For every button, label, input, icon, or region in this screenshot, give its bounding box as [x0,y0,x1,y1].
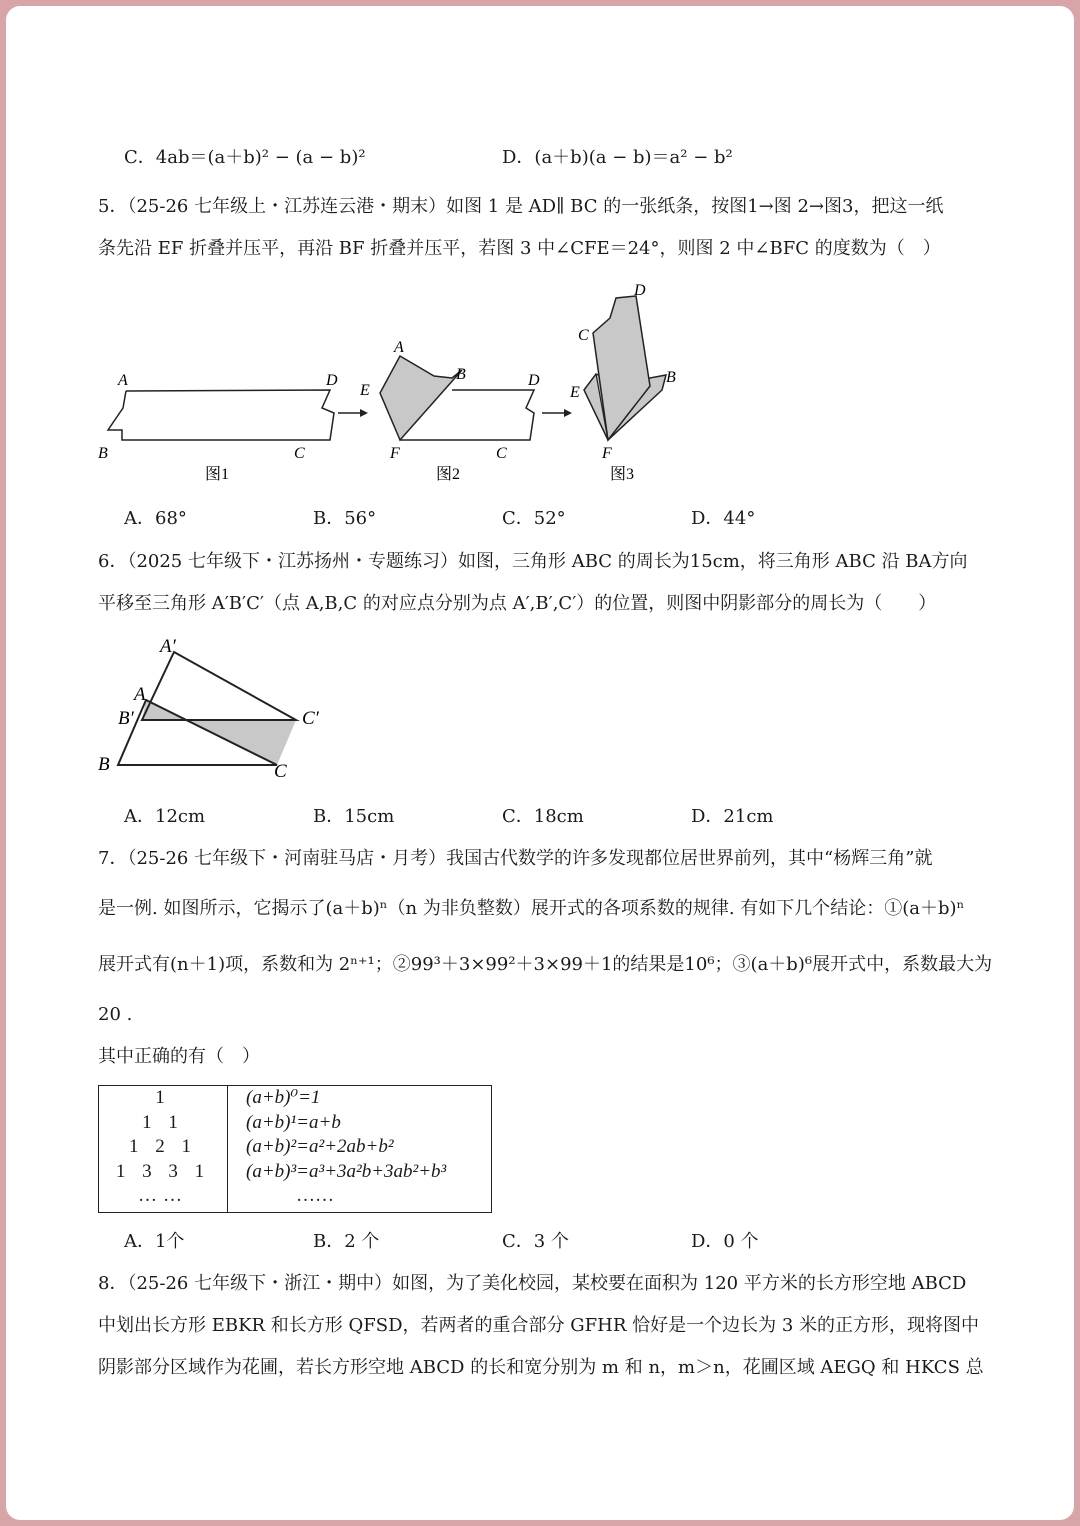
q8-stem-line1: 8．（25-26 七年级下・浙江・期中）如图，为了美化校园，某校要在面积为 120 平方米的长方形空地 ABCD [98,1273,967,1294]
q6-stem-line2: 平移至三角形 A′B′C′（点 A,B,C 的对应点分别为点 A′,B′,C′）的位置，则图中阴影部分的周长为（ ） [98,593,937,614]
expansion-row-2: (a+b)²=a²+2ab+b² [246,1136,394,1157]
q5-fig3-label-e: E [570,384,580,401]
q6-option-c[interactable]: C．18cm [502,806,584,827]
q4-option-c[interactable]: C．4ab＝(a＋b)² − (a − b)² [124,147,366,168]
q6-label-a: A [134,684,146,705]
expansion-row-1: (a+b)¹=a+b [246,1111,341,1133]
q6-label-b: B [98,754,110,775]
q5-fig3-label-f: F [602,445,612,462]
q4-option-d[interactable]: D．(a＋b)(a − b)＝a² − b² [502,147,733,168]
q6-label-b1: B′ [118,708,134,729]
q5-fig3-caption: 图3 [610,466,635,483]
pascal-row-1: 1 1 [142,1111,184,1133]
q5-option-b[interactable]: B．56° [313,508,377,529]
expansion-row-3: (a+b)³=a³+3a²b+3ab²+b³ [246,1160,447,1182]
q5-fig1-label-c: C [294,445,305,462]
q5-fig3-label-d: D [634,282,646,299]
q5-fig1-label-d: D [326,372,338,389]
q6-option-a[interactable]: A．12cm [124,806,206,827]
q6-shaded-right [187,720,296,765]
q5-fig2-label-c: C [496,445,507,462]
q5-fig2-caption: 图2 [436,466,461,483]
q5-option-d[interactable]: D．44° [691,508,756,529]
q6-option-d[interactable]: D．21cm [691,806,774,827]
pascal-row-3: 1 3 3 1 [115,1160,211,1182]
expansion-row-0: (a+b)⁰=1 [246,1087,321,1108]
q5-fig2-label-d: D [528,372,540,389]
q6-label-c1: C′ [302,708,319,729]
pascal-row-ellipsis: …… [138,1185,188,1206]
q7-option-a[interactable]: A．1个 [124,1231,185,1252]
yanghui-triangle-table [98,1085,492,1213]
q5-fig2-label-b: B [456,366,466,383]
q5-fig2-label-a: A [394,339,404,356]
q5-option-a[interactable]: A．68° [124,508,187,529]
q7-stem-line2: 是一例. 如图所示，它揭示了(a＋b)ⁿ（n 为非负整数）展开式的各项系数的规律. 有如下几个结论：①(a＋b)ⁿ [98,898,965,919]
q6-label-c: C [274,761,287,782]
q7-option-d[interactable]: D．0 个 [691,1231,759,1252]
pascal-row-0: 1 [155,1087,171,1108]
expansion-row-ellipsis: …… [296,1185,334,1206]
q5-fig3-label-c: C [578,327,589,344]
q6-figure [92,632,332,784]
q7-stem-line1: 7．（25-26 七年级下・河南驻马店・月考）我国古代数学的许多发现都位居世界前列，其中“杨辉三角”就 [98,848,933,869]
q7-stem-line5: 其中正确的有（ ） [98,1046,260,1067]
q8-stem-line3: 阴影部分区域作为花圃，若长方形空地 ABCD 的长和宽分别为 m 和 n，m＞n，花圃区域 AEGQ 和 HKCS 总 [98,1357,984,1378]
q5-option-c[interactable]: C．52° [502,508,566,529]
pascal-coefficients-column [99,1086,228,1212]
q5-fig1-label-a: A [118,372,128,389]
q5-figure [90,278,690,488]
q5-fig2-label-e: E [360,382,370,399]
q7-stem-line4: 20 . [98,1004,133,1025]
q5-fig3-label-b: B [666,369,676,386]
q5-fig1-label-b: B [98,445,108,462]
pascal-expansions-column [228,1086,491,1212]
q5-fig2-label-f: F [390,445,400,462]
q6-label-a1: A′ [160,636,176,657]
q5-stem-line2: 条先沿 EF 折叠并压平，再沿 BF 折叠并压平，若图 3 中∠CFE＝24°，则图 2 中∠BFC 的度数为（ ） [98,238,941,259]
q6-option-b[interactable]: B．15cm [313,806,395,827]
q7-stem-line3: 展开式有(n＋1)项，系数和为 2ⁿ⁺¹；②99³＋3×99²＋3×99＋1的结果是10⁶；③(a＋b)⁶展开式中，系数最大为 [98,954,993,975]
pascal-row-2: 1 2 1 [129,1136,197,1157]
q7-option-b[interactable]: B．2 个 [313,1231,380,1252]
q6-stem-line1: 6．（2025 七年级下・江苏扬州・专题练习）如图，三角形 ABC 的周长为15cm，将三角形 ABC 沿 BA方向 [98,551,968,572]
q5-fig1-caption: 图1 [205,466,230,483]
q7-option-c[interactable]: C．3 个 [502,1231,569,1252]
q8-stem-line2: 中划出长方形 EBKR 和长方形 QFSD，若两者的重合部分 GFHR 恰好是一个边长为 3 米的正方形，现将图中 [98,1315,979,1336]
q5-fig1-strip [108,390,334,440]
q5-stem-line1: 5．（25-26 七年级上・江苏连云港・期末）如图 1 是 AD∥ BC 的一张纸条，按图1→图 2→图3，把这一纸 [98,196,944,217]
